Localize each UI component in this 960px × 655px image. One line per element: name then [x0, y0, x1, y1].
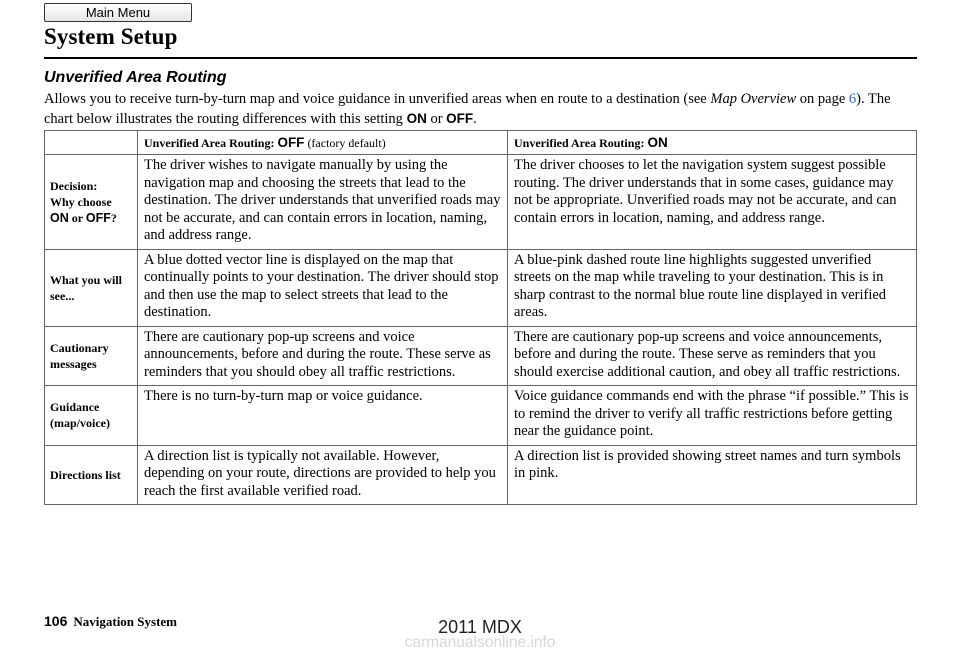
- cell-decision-off: The driver wishes to navigate manually by using the navigation map and choosing the streets that lead to the destination. The driver understands that unverified roads may not be accurate, and can contain errors in location, naming, and address range.: [138, 155, 508, 250]
- header-on-setting: ON: [647, 135, 668, 150]
- main-menu-button[interactable]: Main Menu: [44, 3, 192, 22]
- header-routing-on: [508, 131, 917, 155]
- decision-question: ?: [110, 210, 117, 225]
- header-off-label: Unverified Area Routing:: [144, 136, 278, 150]
- on-setting-word: ON: [406, 111, 427, 126]
- table-row: [45, 249, 917, 326]
- table-header-row: [45, 131, 917, 155]
- header-off-setting: OFF: [277, 135, 305, 150]
- intro-or: or: [426, 111, 447, 127]
- map-overview-reference: Map Overview: [710, 91, 797, 107]
- row-head-what-you-see: What you will see...: [45, 249, 138, 326]
- site-watermark: carmanualsonline.info: [404, 634, 556, 651]
- table-row: [45, 155, 917, 250]
- page-number: 106: [44, 613, 68, 629]
- decision-on: ON: [50, 210, 69, 225]
- table-row: [45, 445, 917, 505]
- row-head-decision: [45, 155, 138, 250]
- intro-text-3: ). The chart below illustrates the routing differences with this setting: [44, 91, 891, 127]
- intro-text-1: Allows you to receive turn-by-turn map and voice guidance in unverified areas when en route to a destination (see: [44, 91, 711, 107]
- intro-period: .: [473, 111, 477, 127]
- routing-comparison-table: [44, 130, 917, 505]
- row-head-guidance: Guidance (map/voice): [45, 386, 138, 446]
- table-row: [45, 386, 917, 446]
- cell-guidance-off: There is no turn-by-turn map or voice guidance.: [138, 386, 508, 446]
- page-6-link[interactable]: 6: [848, 91, 857, 107]
- decision-off: OFF: [85, 210, 111, 225]
- cell-guidance-on: Voice guidance commands end with the phrase “if possible.” This is to remind the driver to verify all traffic restrictions before getting near the guidance point.: [508, 386, 917, 446]
- cell-directions-on: A direction list is provided showing street names and turn symbols in pink.: [508, 445, 917, 505]
- subsection-title: Unverified Area Routing: [44, 69, 227, 86]
- corner-cell: [45, 131, 138, 155]
- model-label: 2011 MDX: [438, 617, 522, 637]
- decision-line2: Why choose: [50, 194, 112, 209]
- section-title: System Setup: [44, 24, 178, 49]
- book-title: Navigation System: [73, 614, 177, 629]
- header-routing-off: [138, 131, 508, 155]
- intro-text-2: on page: [796, 91, 849, 107]
- row-head-cautionary: Cautionary messages: [45, 326, 138, 386]
- cell-see-on: A blue-pink dashed route line highlights suggested unverified streets on the map while traveling to your destination. This is in sharp contrast to the normal blue route line displayed in verified areas.: [508, 249, 917, 326]
- cell-cautionary-on: There are cautionary pop-up screens and voice announcements, before and during the route. These serve as reminders that you should exercise additional caution, and obey all traffic restrictions.: [508, 326, 917, 386]
- decision-line1: Decision:: [50, 178, 98, 193]
- cell-cautionary-off: There are cautionary pop-up screens and voice announcements, before and during the route. These serve as reminders that you should obey all traffic restrictions.: [138, 326, 508, 386]
- cell-directions-off: A direction list is typically not available. However, depending on your route, directions are provided to help you reach the first available verified road.: [138, 445, 508, 505]
- title-divider: [44, 57, 917, 59]
- decision-or: or: [68, 210, 86, 225]
- table-row: [45, 326, 917, 386]
- intro-paragraph: [44, 90, 920, 129]
- header-off-note: (factory default): [304, 136, 386, 150]
- off-setting-word: OFF: [446, 111, 474, 126]
- cell-see-off: A blue dotted vector line is displayed on the map that continually points to your destination. The driver should stop and then use the map to select streets that lead to the destination.: [138, 249, 508, 326]
- row-head-directions: Directions list: [45, 445, 138, 505]
- header-on-label: Unverified Area Routing:: [514, 136, 648, 150]
- cell-decision-on: The driver chooses to let the navigation system suggest possible routing. The driver understands that in some cases, guidance may not be appropriate. Unverified roads may not be accurate, and can contain errors in location, naming, and address range.: [508, 155, 917, 250]
